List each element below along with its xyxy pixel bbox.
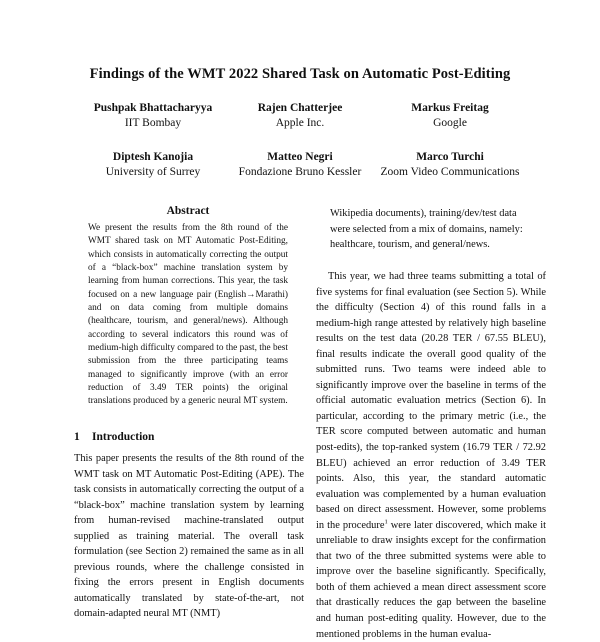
author-6: [360, 150, 540, 180]
abstract-text: We present the results from the 8th round of the WMT shared task on MT Automatic Post-Editing, which consists in automatically correcting the output of a “black-box” machine translation system by learning from human corrections. This year, the task focused on a new language pair (English→Marathi) and on data coming from multiple domains (healthcare, tourism, and general/news). Although according to several indicators this round was of medium-high difficulty compared to the past, the best submission from the three participating teams managed to significantly improve (with an error reduction of 3.49 TER points) the original translations produced by a generic neural MT system.: [88, 223, 288, 407]
intro-paragraph-part1: This year, we had three teams submitting a total of five systems for final evaluation (see Section 5). While the difficulty (Section 4) of this round falls in a medium-high range attested by relatively high baseline results on the test data (20.28 TER / 67.55 BLEU), final results indicate the overall good quality of the submitted runs. Two teams were indeed able to significantly improve over the baseline in terms of the official automatic evaluation metrics (Section 6). In particular, according to the primary metric (i.e., the TER score computed between automatic and human post-edits), the top-ranked system (16.79 TER / 72.92 BLEU) achieved an error reduction of 3.49 TER points. Also, this year, the standard automatic evaluation was complemented by a human evaluation based on direct assessment. However, some problems in the procedure: [316, 271, 546, 531]
author-affiliation: Apple Inc.: [275, 117, 325, 129]
author-name: Diptesh Kanojia: [112, 151, 194, 163]
author-affiliation: University of Surrey: [105, 166, 201, 178]
section-title: Introduction: [92, 431, 155, 443]
author-affiliation: IIT Bombay: [124, 117, 182, 129]
introduction-right-main-text: [316, 269, 546, 642]
section-number: 1: [74, 431, 80, 443]
author-3: [360, 101, 540, 131]
abstract-heading: Abstract: [166, 205, 210, 217]
paper-title: Findings of the WMT 2022 Shared Task on Automatic Post-Editing: [89, 66, 511, 82]
introduction-left-text: This paper presents the results of the 8th round of the WMT task on MT Automatic Post-Editing (APE). The task consists in automatically correcting the output of a “black-box” machine translation system by learning from human-revised machine-translated output supplied as training material. The overall task formulation (see Section 2) remained the same as in all previous rounds, where the challenge consisted in fixing the errors present in English documents automatically translated by state-of-the-art, not domain-adapted neural MT (NMT): [74, 453, 304, 620]
author-affiliation: Fondazione Bruno Kessler: [238, 166, 362, 178]
author-name: Pushpak Bhattacharyya: [93, 102, 213, 114]
author-name: Matteo Negri: [267, 151, 333, 163]
author-affiliation: Google: [433, 117, 467, 129]
intro-paragraph-part2: were later discovered, which make it unreliable to draw insights except for the confirmation that two of the three submitted systems were able to improve over the baseline significantly. Specifically, both of them achieved a mean direct assessment score that drastically reduces the gap between the baseline and human post-editing quality. However, due to the mentioned problems in the human evalua-: [316, 519, 546, 640]
author-affiliation: Zoom Video Communications: [380, 166, 520, 178]
section-heading-introduction: [74, 431, 154, 443]
author-name: Markus Freitag: [411, 102, 489, 114]
footnote-mark[interactable]: 1: [384, 518, 388, 526]
author-name: Marco Turchi: [416, 151, 484, 163]
introduction-right-top-text: Wikipedia documents), training/dev/test data were selected from a mix of domains, namely: healthcare, tourism, and general/news.: [330, 208, 523, 250]
author-name: Rajen Chatterjee: [257, 102, 343, 114]
